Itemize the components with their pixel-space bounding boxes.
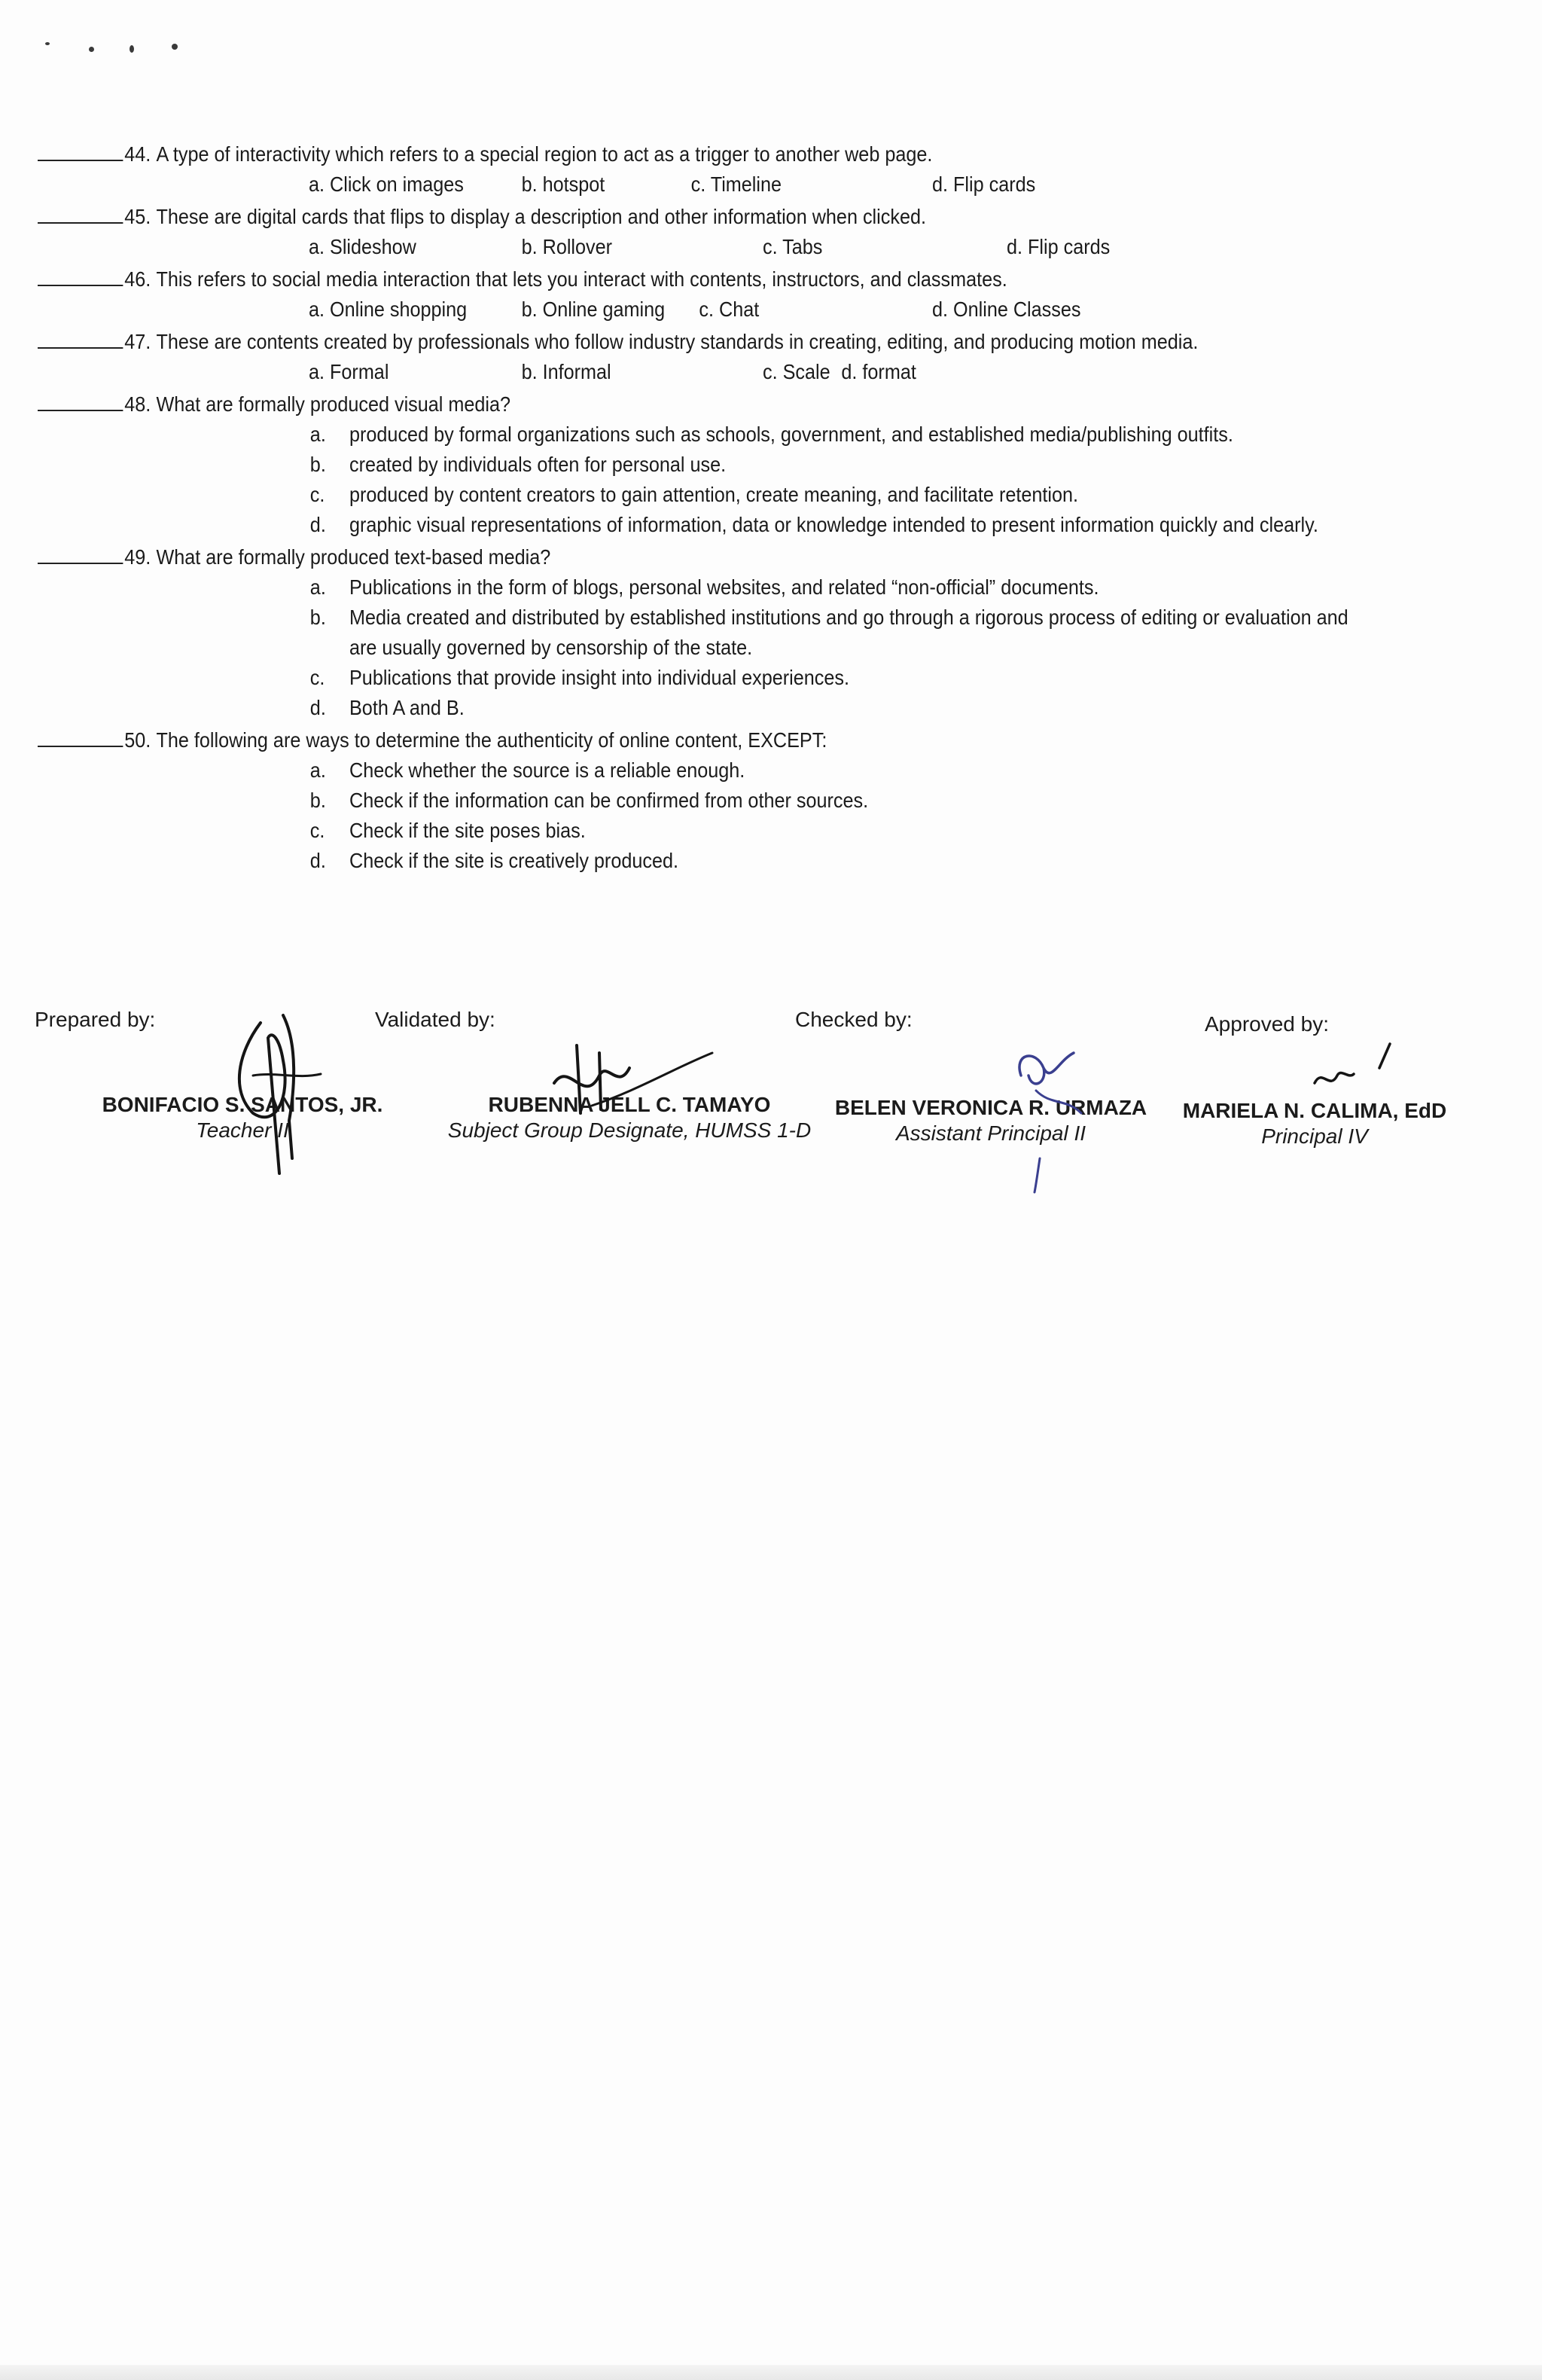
signature-section (35, 1008, 1510, 1181)
question-text: What are formally produced text-based media? (156, 545, 551, 569)
question-stem (38, 723, 1352, 755)
choice-b: b. Rollover (521, 235, 613, 258)
choice-letter: d. (309, 696, 326, 719)
question-number: 50. (124, 728, 151, 752)
question-number: 44. (124, 142, 151, 166)
answer-blank[interactable] (38, 387, 123, 411)
question-stem (38, 325, 1352, 357)
choice-list (310, 755, 1352, 876)
choice-c (310, 816, 1352, 846)
question-50 (38, 723, 1352, 876)
signatory-name: BELEN VERONICA R. URMAZA (834, 1096, 1147, 1119)
signatory-title: Assistant Principal II (895, 1121, 1086, 1145)
question-45 (38, 200, 1352, 262)
question-48 (38, 387, 1352, 540)
choice-text: Publications in the form of blogs, personal websites, and related “non-official” documents. (349, 575, 1099, 599)
signatory-validated (434, 1092, 825, 1143)
answer-blank[interactable] (38, 200, 123, 224)
answer-blank[interactable] (38, 723, 123, 747)
question-list (38, 137, 1352, 876)
choice-a: a. Formal (309, 360, 389, 383)
answer-blank[interactable] (38, 262, 123, 286)
question-number: 46. (124, 267, 151, 291)
choice-letter: d. (309, 849, 326, 872)
choice-text: Publications that provide insight into individual experiences. (349, 666, 850, 689)
choice-letter: a. (309, 423, 326, 446)
choice-b: b. hotspot (521, 172, 605, 196)
choice-a (310, 572, 1352, 603)
choice-b (310, 603, 1352, 663)
choice-list (310, 420, 1352, 540)
choice-a: a. Slideshow (309, 235, 416, 258)
choice-a: a. Online shopping (309, 298, 468, 321)
question-44 (38, 137, 1352, 200)
signatory-name: BONIFACIO S. SANTOS, JR. (102, 1093, 383, 1116)
choice-c: c. Tabs (763, 235, 823, 258)
answer-blank[interactable] (38, 137, 123, 161)
choice-b (310, 450, 1352, 480)
question-number: 45. (124, 205, 151, 228)
question-49 (38, 540, 1352, 723)
question-stem (38, 540, 1352, 572)
question-stem (38, 200, 1352, 232)
choice-text: created by individuals often for personal use. (349, 453, 727, 476)
choice-d: d. Flip cards (932, 172, 1036, 196)
choice-b: b. Online gaming (521, 298, 666, 321)
choice-row (38, 357, 1352, 387)
choice-a (310, 420, 1352, 450)
choice-letter: b. (309, 453, 326, 476)
choice-row (38, 294, 1352, 325)
choice-letter: d. (309, 513, 326, 536)
choice-b: b. Informal (521, 360, 611, 383)
signatory-prepared (99, 1092, 386, 1143)
choice-a: a. Click on images (309, 172, 464, 196)
scan-bottom-edge (0, 2365, 1542, 2380)
choice-d: d. format (841, 360, 916, 383)
choice-letter: a. (309, 575, 326, 599)
answer-blank[interactable] (38, 540, 123, 564)
approved-by-label: Approved by: (1205, 1012, 1329, 1036)
question-46 (38, 262, 1352, 325)
signature-mark-calima (1307, 1038, 1397, 1106)
signatory-title: Principal IV (1261, 1124, 1368, 1148)
choice-text: Media created and distributed by established institutions and go through a rigorous process of editing or evaluation and are usually governed by censorship of the state. (349, 606, 1348, 659)
signatory-title: Subject Group Designate, HUMSS 1-D (447, 1118, 812, 1142)
choice-b (310, 786, 1352, 816)
choice-letter: b. (309, 789, 326, 812)
choice-d (310, 846, 1352, 876)
choice-c: c. Chat (699, 298, 760, 321)
choice-c: c. Scale (763, 360, 830, 383)
question-stem (38, 137, 1352, 169)
question-47 (38, 325, 1352, 387)
question-stem (38, 262, 1352, 294)
choice-d: d. Flip cards (1007, 235, 1111, 258)
choice-text: Check if the site poses bias. (349, 819, 586, 842)
scan-artifact-dots (45, 41, 196, 56)
question-text: This refers to social media interaction that lets you interact with contents, instructors, and classmates. (156, 267, 1007, 291)
signatory-checked (825, 1095, 1156, 1146)
question-number: 47. (124, 330, 151, 353)
choice-letter: c. (309, 666, 325, 689)
choice-text: Check whether the source is a reliable enough. (349, 758, 745, 782)
question-number: 48. (124, 392, 151, 416)
choice-letter: a. (309, 758, 326, 782)
prepared-by-label: Prepared by: (35, 1008, 156, 1031)
choice-letter: c. (309, 819, 325, 842)
choice-d: d. Online Classes (932, 298, 1081, 321)
choice-text: Check if the site is creatively produced. (349, 849, 679, 872)
question-text: The following are ways to determine the authenticity of online content, EXCEPT: (156, 728, 827, 752)
choice-d (310, 693, 1352, 723)
choice-letter: b. (309, 606, 326, 629)
choice-text: Both A and B. (349, 696, 465, 719)
signatory-title: Teacher II (196, 1118, 289, 1142)
answer-blank[interactable] (38, 325, 123, 349)
checked-by-label: Checked by: (795, 1008, 913, 1031)
choice-c (310, 663, 1352, 693)
question-text: These are contents created by professionals who follow industry standards in creating, editing, and producing motion media. (156, 330, 1199, 353)
validated-by-label: Validated by: (375, 1008, 495, 1031)
question-text: What are formally produced visual media? (156, 392, 511, 416)
choice-row (38, 232, 1352, 262)
choice-row (38, 169, 1352, 200)
choice-text: graphic visual representations of information, data or knowledge intended to present information quickly and clearly. (349, 513, 1318, 536)
choice-text: produced by formal organizations such as schools, government, and established media/publishing outfits. (349, 423, 1233, 446)
choice-d (310, 510, 1352, 540)
choice-c: c. Timeline (690, 172, 782, 196)
choice-text: produced by content creators to gain attention, create meaning, and facilitate retention. (349, 483, 1079, 506)
question-number: 49. (124, 545, 151, 569)
choice-list (310, 572, 1352, 723)
choice-letter: c. (309, 483, 325, 506)
signatory-approved (1156, 1098, 1473, 1149)
question-stem (38, 387, 1352, 420)
choice-c (310, 480, 1352, 510)
signatory-name: RUBENNA JELL C. TAMAYO (488, 1093, 771, 1116)
choice-text: Check if the information can be confirmed from other sources. (349, 789, 869, 812)
question-text: These are digital cards that flips to display a description and other information when clicked. (156, 205, 926, 228)
choice-a (310, 755, 1352, 786)
signatory-name: MARIELA N. CALIMA, EdD (1182, 1099, 1447, 1122)
question-text: A type of interactivity which refers to a special region to act as a trigger to another web page. (156, 142, 933, 166)
